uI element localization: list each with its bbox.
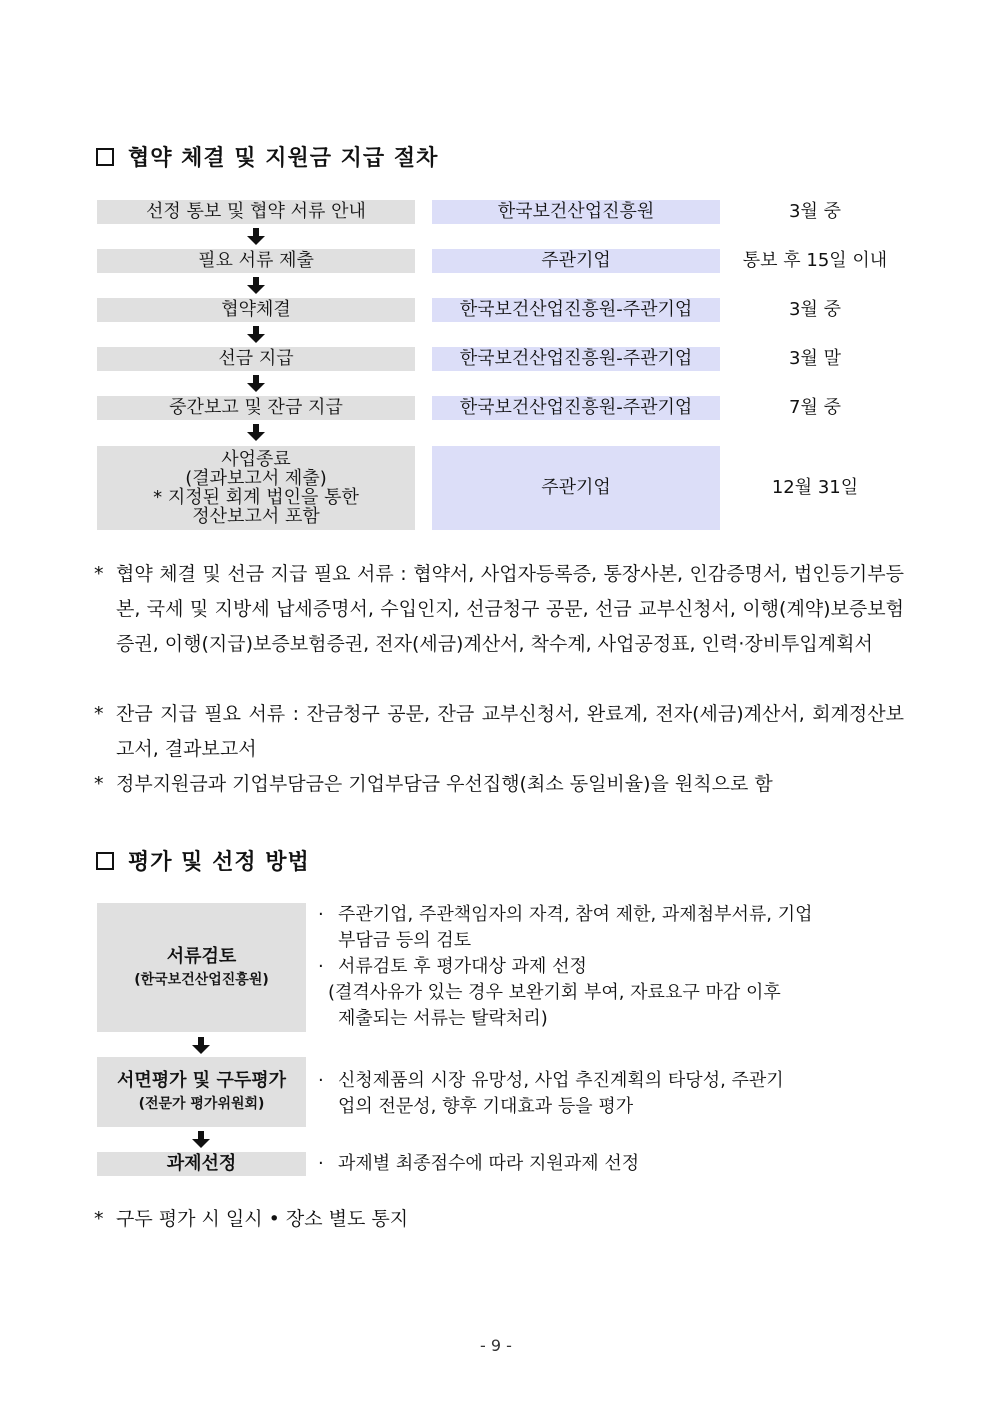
timing-label [730,298,900,322]
step-label: 사업종료 [221,449,291,470]
note-text: 협약 체결 및 선금 지급 필요 서류 : 협약서, 사업자등록증, 통장사본, 인감증명서, 법인등기부등본, 국세 및 지방세 납세증명서, 수입인지, 선금청구 공문, 선금 교부신청서, 이행(계약)보증보험증권, 이행(지급)보증보험증권, 전자(세금)계산서, 착수계, 사업공정표, 인력·장비투입계획서 [116,563,904,655]
desc-item [318,1068,883,1120]
star-bullet: * [94,563,104,585]
desc-text: 신청제품의 시장 유망성, 사업 추진계획의 타당성, 주관기 [338,1070,784,1091]
stage-name: 과제선정 [166,1153,237,1174]
stage-sub: (전문가 평가위원회) [138,1096,265,1112]
timing-text: 3월 말 [789,348,841,369]
timing-text: 12월 31일 [771,477,859,498]
timing-text: 3월 중 [789,201,841,222]
agency-box [432,396,720,420]
agency-box [432,298,720,322]
step-box [97,396,415,420]
agency-label: 한국보건산업진흥원-주관기업 [459,397,693,418]
down-arrow-icon [247,228,265,246]
step-label: (결과보고서 제출) [185,468,327,489]
note-funding-principle [94,767,904,802]
agency-box [432,200,720,224]
step-label: 협약체결 [221,299,291,320]
timing-label [730,396,900,420]
agency-box [432,347,720,371]
agency-label: 한국보건산업진흥원-주관기업 [459,348,693,369]
step-label: 필요 서류 제출 [198,250,314,271]
stage-name: 서면평가 및 구두평가 [116,1070,287,1091]
agency-label: 한국보건산업진흥원 [497,201,655,222]
note-required-documents [94,557,904,662]
agency-label: 주관기업 [541,250,611,271]
down-arrow-icon [247,375,265,393]
stage-name: 서류검토 [166,945,237,967]
dot-bullet: · [318,904,324,925]
down-arrow-icon [247,326,265,344]
step-box [97,347,415,371]
timing-text: 7월 중 [789,397,841,418]
timing-label [730,200,900,224]
dot-bullet: · [318,1070,324,1091]
agency-label: 한국보건산업진흥원-주관기업 [459,299,693,320]
note-balance-documents [94,697,904,767]
note-text: 구두 평가 시 일시 • 장소 별도 통지 [116,1208,409,1230]
desc-text: 부담금 등의 검토 [338,930,472,951]
stage-box-document-review [97,903,306,1032]
agency-box [432,446,720,530]
desc-text: 업의 전문성, 향후 기대효과 등을 평가 [338,1096,634,1117]
desc-item [318,954,883,980]
step-box [97,200,415,224]
stage-description [318,902,883,1032]
section-heading-evaluation [96,845,310,876]
step-label: 선금 지급 [218,348,294,369]
step-box [97,446,415,530]
desc-item [318,1151,883,1177]
section-title: 평가 및 선정 방법 [128,849,310,875]
step-label: 정산보고서 포함 [192,506,320,527]
desc-item [318,902,883,954]
down-arrow-icon [247,277,265,295]
down-arrow-icon [247,424,265,442]
dot-bullet: · [318,956,324,977]
note-oral-eval-notice [94,1202,904,1237]
desc-text: 주관기업, 주관책임자의 자격, 참여 제한, 과제첨부서류, 기업 [338,904,813,925]
down-arrow-icon [192,1037,210,1055]
step-label: 중간보고 및 잔금 지급 [169,397,343,418]
dot-bullet: · [318,1153,324,1174]
timing-text: 통보 후 15일 이내 [742,250,888,271]
timing-text: 3월 중 [789,299,841,320]
stage-box-selection [97,1152,306,1176]
timing-label [730,446,900,530]
square-checkbox-icon [96,852,114,870]
step-box [97,298,415,322]
section-heading-agreement [96,141,438,172]
agency-label: 주관기업 [541,477,611,498]
stage-box-written-oral-eval [97,1057,306,1127]
star-bullet: * [94,773,104,795]
desc-text: (결격사유가 있는 경우 보완기회 부여, 자료요구 마감 이후 [328,982,781,1003]
timing-label [730,347,900,371]
step-label: * 지정된 회계 법인을 통한 [153,487,359,508]
down-arrow-icon [192,1131,210,1149]
square-checkbox-icon [96,148,114,166]
step-box [97,249,415,273]
agency-box [432,249,720,273]
stage-description [318,1151,883,1177]
stage-description [318,1068,883,1120]
star-bullet: * [94,703,104,725]
note-text: 정부지원금과 기업부담금은 기업부담금 우선집행(최소 동일비율)을 원칙으로 함 [116,773,773,795]
desc-text: 제출되는 서류는 탈락처리) [338,1008,548,1029]
timing-label [730,249,900,273]
desc-text: 과제별 최종점수에 따라 지원과제 선정 [338,1153,640,1174]
step-label: 선정 통보 및 협약 서류 안내 [146,201,366,222]
desc-text: 서류검토 후 평가대상 과제 선정 [338,956,587,977]
star-bullet: * [94,1208,104,1230]
section-title: 협약 체결 및 지원금 지급 절차 [128,145,439,171]
note-text: 잔금 지급 필요 서류 : 잔금청구 공문, 잔금 교부신청서, 완료계, 전자(세금)계산서, 회계정산보고서, 결과보고서 [116,703,904,760]
stage-sub: (한국보건산업진흥원) [134,971,269,988]
desc-item [318,980,883,1032]
page-number: - 9 - [480,1336,512,1355]
